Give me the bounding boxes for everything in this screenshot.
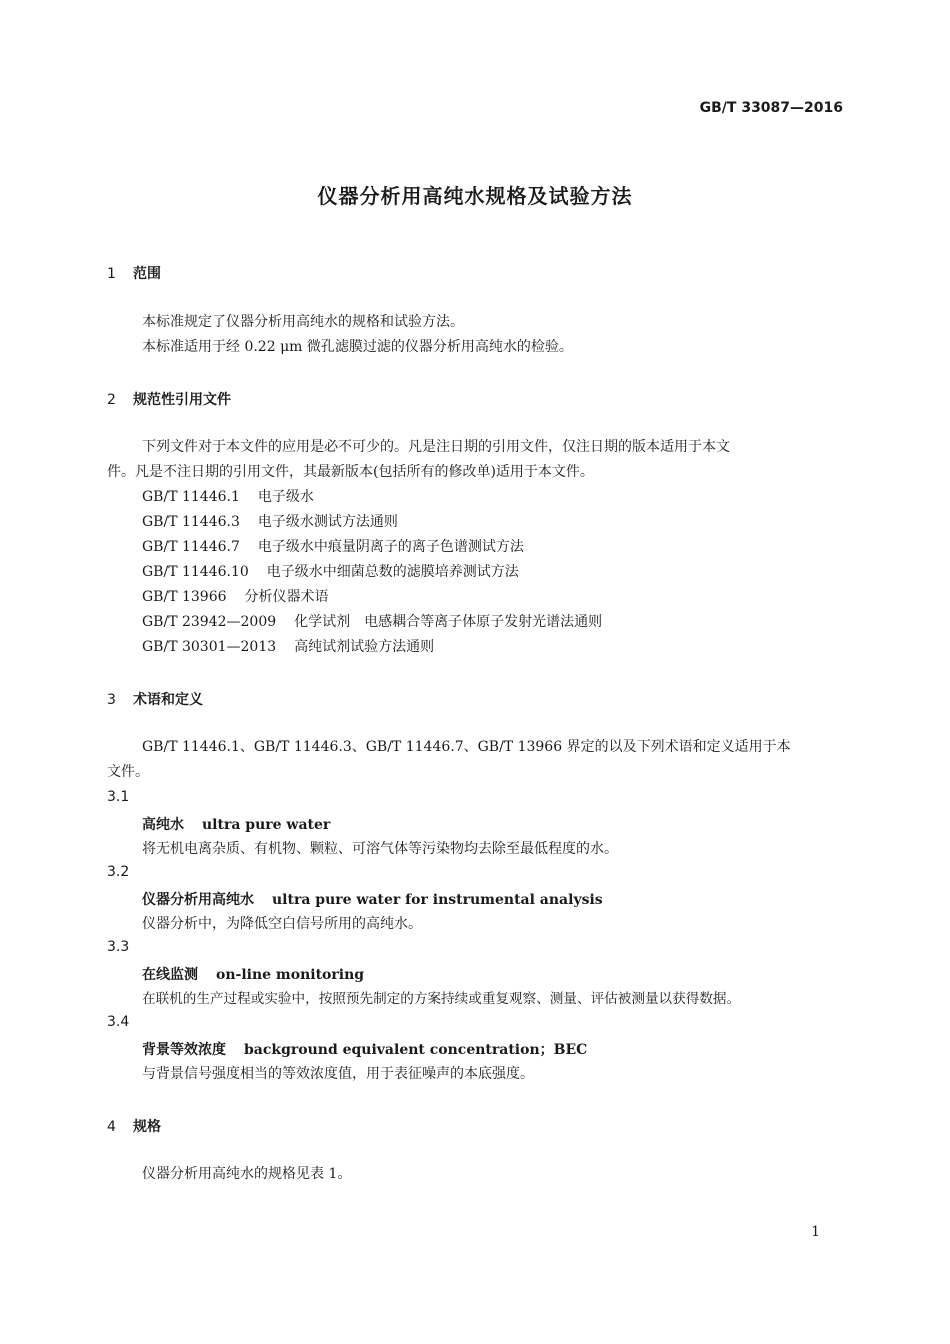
term-zh: 背景等效浓度: [142, 1042, 226, 1058]
term-number: 3.2: [107, 864, 130, 880]
reference-item: [142, 560, 519, 585]
section-number: 4: [107, 1119, 116, 1135]
term-heading: [142, 889, 603, 909]
reference-code: GB/T 23942—2009: [142, 614, 277, 630]
term-zh: 仪器分析用高纯水: [142, 892, 254, 908]
reference-code: GB/T 13966: [142, 589, 227, 605]
reference-title: 电子级水测试方法通则: [257, 514, 398, 530]
section-title: 规格: [133, 1119, 161, 1135]
paragraph: GB/T 11446.1、GB/T 11446.3、GB/T 11446.7、GB/T 13966 界定的以及下列术语和定义适用于本: [142, 739, 791, 755]
reference-item: [142, 610, 602, 635]
section-title: 范围: [133, 266, 161, 282]
reference-item: [142, 535, 524, 560]
reference-code: GB/T 11446.7: [142, 539, 240, 555]
section-2-heading: [107, 389, 231, 409]
reference-title: 电子级水中痕量阴离子的离子色谱测试方法: [257, 539, 524, 555]
reference-title: 分析仪器术语: [244, 589, 329, 605]
paragraph: 仪器分析用高纯水的规格见表 1。: [142, 1166, 352, 1182]
document-title: 仪器分析用高纯水规格及试验方法: [317, 184, 633, 208]
reference-title: 化学试剂 电感耦合等离子体原子发射光谱法通则: [294, 614, 603, 630]
term-heading: [142, 964, 364, 984]
term-heading: [142, 814, 330, 834]
term-definition: 与背景信号强度相当的等效浓度值，用于表征噪声的本底强度。: [142, 1066, 534, 1082]
reference-title: 高纯试剂试验方法通则: [294, 639, 435, 655]
reference-item: [142, 485, 314, 510]
paragraph: 本标准适用于经 0.22 μm 微孔滤膜过滤的仪器分析用高纯水的检验。: [142, 339, 573, 355]
section-title: 规范性引用文件: [133, 392, 231, 408]
term-number: 3.1: [107, 789, 130, 805]
term-en: on-line monitoring: [216, 967, 365, 983]
term-heading: [142, 1039, 587, 1059]
reference-title: 电子级水: [257, 489, 314, 505]
section-number: 3: [107, 692, 116, 708]
paragraph: 件。凡是不注日期的引用文件，其最新版本(包括所有的修改单)适用于本文件。: [107, 464, 594, 480]
term-number: 3.3: [107, 939, 130, 955]
page-number: 1: [811, 1224, 820, 1240]
paragraph: 文件。: [107, 764, 149, 780]
section-3-heading: [107, 689, 203, 709]
reference-item: [142, 585, 329, 610]
term-number: 3.4: [107, 1014, 130, 1030]
reference-item: [142, 635, 434, 660]
standard-code: GB/T 33087—2016: [699, 100, 843, 116]
term-zh: 在线监测: [142, 967, 198, 983]
term-en: background equivalent concentration；BEC: [244, 1042, 588, 1058]
reference-item: [142, 510, 398, 535]
section-number: 1: [107, 266, 116, 282]
term-en: ultra pure water: [202, 817, 331, 833]
reference-code: GB/T 11446.3: [142, 514, 240, 530]
section-4-heading: [107, 1116, 161, 1136]
reference-code: GB/T 30301—2013: [142, 639, 277, 655]
section-title: 术语和定义: [133, 692, 203, 708]
paragraph: 本标准规定了仪器分析用高纯水的规格和试验方法。: [142, 314, 464, 330]
term-definition: 仪器分析中，为降低空白信号所用的高纯水。: [142, 916, 422, 932]
term-zh: 高纯水: [142, 817, 184, 833]
section-number: 2: [107, 392, 116, 408]
section-1-heading: [107, 263, 161, 283]
reference-title: 电子级水中细菌总数的滤膜培养测试方法: [266, 564, 519, 580]
reference-code: GB/T 11446.1: [142, 489, 240, 505]
term-en: ultra pure water for instrumental analysis: [272, 892, 603, 908]
reference-code: GB/T 11446.10: [142, 564, 249, 580]
term-definition: 将无机电离杂质、有机物、颗粒、可溶气体等污染物均去除至最低程度的水。: [142, 841, 618, 857]
term-definition: 在联机的生产过程或实验中，按照预先制定的方案持续或重复观察、测量、评估被测量以获得数据。: [142, 991, 741, 1007]
paragraph: 下列文件对于本文件的应用是必不可少的。凡是注日期的引用文件，仅注日期的版本适用于本文: [142, 439, 730, 455]
